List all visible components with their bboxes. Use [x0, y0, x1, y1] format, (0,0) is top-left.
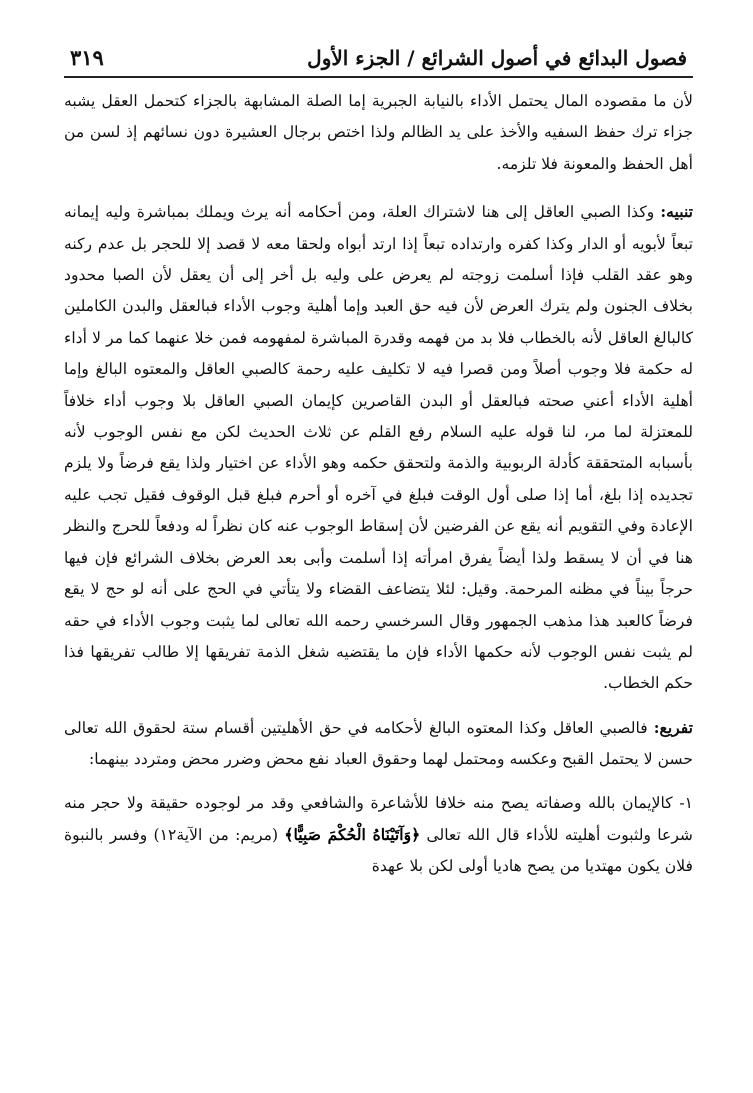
paragraph-text-tail: (مريم: من الآية١٢) وفسر بالنبوة فلان يكون مهتديا من يصح هاديا أولى لكن بلا عهدة	[64, 825, 693, 876]
paragraph-text: وكذا الصبي العاقل إلى هنا لاشتراك العلة، ومن أحكامه أنه يرث ويملك بمباشرة وليه إيمانه تبعاً لأبويه أو الدار وكذا كفره وارتداده تبعاً إذا ارتد أبواه ولحقا معه لا قصد إلا للحجر بل عدم ركنه وهو عقد القلب فإذا أسلمت زوجته لم يعرض على وليه بل أخر إلى أن يعقل لأن الصبا محدود بخلاف الجنون ولم يترك العرض لأن فيه حق العبد وإما أهلية وجوب الأداء فبالعقل والبدن الكاملين كالبالغ العاقل لأنه بالخطاب فلا بد من فهمه وقدرة المباشرة لمفهومه فمن خلا عنهما كما مر لا أداء له حكمة فلا وجوب أصلاً ومن قصرا فيه لا تكليف عليه رحمة كالصبي العاقل والمعتوه البالغ وإما أهلية الأداء أعني صحته فبالعقل أو البدن القاصرين كإيمان الصبي العاقل بلا وجوب أداء خلافاً للمعتزلة لما مر، لنا قوله عليه السلام رفع القلم عن ثلاث الحديث لكن مع نفس الوجوب لأنه بأسبابه المتحققة كأدلة الربوبية والذمة ولتحقق حكمه وهو الأداء عن اختيار ولذا يقع فرضاً ولا يلزم تجديده إذا بلغ، أما إذا صلى أول الوقت فبلغ في آخره أو أحرم فبلغ قبل الوقوف فقيل تجب عليه الإعادة وفي التقويم أنه يقع عن الفرضين لأن إسقاط الوجوب عنه كان نظراً له ودفعاً للحرج والنظر هنا في أن لا يسقط ولذا أيضاً يفرق امرأته إذا أسلمت وأبى بعد العرض بخلاف الشرائع فإن فيها حرجاً بيناً في مظنه المرحمة. وقيل: لئلا يتضاعف القضاء ولا يتأتي في الحج على أنه لو حج لا يقع فرضاً كالعبد هذا مذهب الجمهور وقال السرخسي رحمه الله تعالى لما يثبت وجوب الأداء في حقه لم يثبت نفس الوجوب لأنه حكمها الأداء فإن ما يقتضيه شغل الذمة تفريقها إلا طالب تفريقها فذا حكم الخطاب.	[64, 203, 693, 693]
paragraph-text: ١- كالإيمان بالله وصفاته يصح منه خلافا للأشاعرة والشافعي وقد مر لوجوده حقيقة ولا حجر منه شرعا ولثبوت أهليته للأداء قال الله تعالى	[64, 793, 693, 844]
page-body	[64, 86, 693, 883]
paragraph-lead-tafri: تفريع:	[653, 717, 693, 737]
running-title: فصول البدائع في أصول الشرائع / الجزء الأول	[307, 46, 687, 70]
paragraph-tafri	[64, 712, 693, 776]
page-header	[64, 30, 693, 78]
paragraph-tanbih	[64, 196, 693, 700]
paragraph-continuation	[64, 86, 693, 180]
quran-verse: ﴿وَآتَيْنَاهُ الْحُكْمَ صَبِيًّا﴾	[284, 824, 421, 844]
page-number: ٣١٩	[70, 45, 104, 70]
paragraph-text: فالصبي العاقل وكذا المعتوه البالغ لأحكامه في حق الأهليتين أقسام ستة لحقوق الله تعالى حسن لا يحتمل القبح وعكسه ومحتمل لهما وحقوق العباد نفع محض وضرر محض ومتردد بينهما:	[64, 718, 693, 769]
paragraph-lead-tanbih: تنبيه:	[660, 202, 693, 222]
paragraph-item-1	[64, 788, 693, 883]
paragraph-text: لأن ما مقصوده المال يحتمل الأداء بالنيابة الجبرية إما الصلة المشابهة بالجزاء كتحمل العقل يشبه جزاء ترك حفظ السفيه والأخذ على يد الظالم ولذا اختص برجال العشيرة دون نسائهم إذ لسن من أهل الحفظ والمعونة فلا تلزمه.	[64, 92, 693, 173]
